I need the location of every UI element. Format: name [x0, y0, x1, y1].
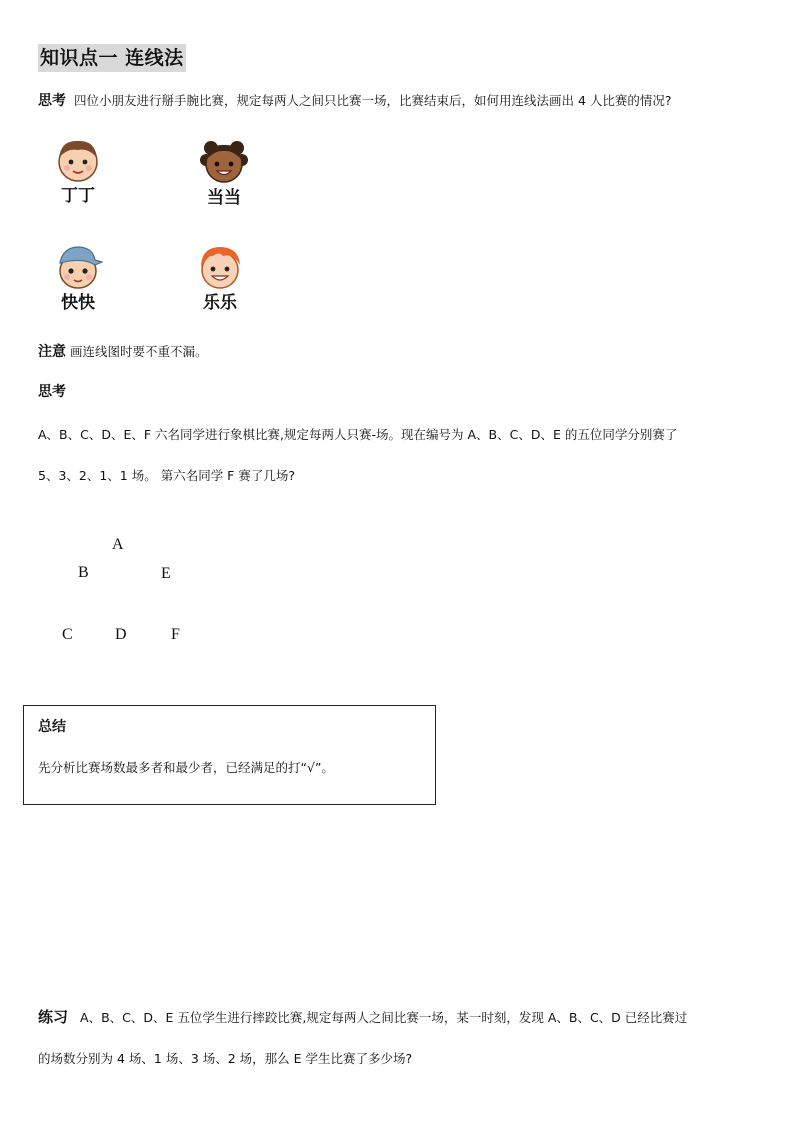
kid-dangdang: [194, 138, 254, 208]
practice-text-1: A、B、C、D、E 五位学生进行摔跤比赛,规定每两人之间比赛一场，某一时刻，发现 A、B、C、D 已经比赛过: [80, 1010, 688, 1025]
kid-kuaikuai: [48, 243, 108, 313]
kid-name: 丁丁: [61, 186, 95, 206]
practice-label: 练习: [38, 1008, 69, 1026]
point-d: D: [115, 626, 127, 643]
summary-text: 先分析比赛场数最多者和最少者，已经满足的打“√”。: [38, 760, 334, 775]
summary-box: [23, 705, 436, 805]
think-2-line-1: A、B、C、D、E、F 六名同学进行象棋比赛,规定每两人只赛-场。现在编号为 A、B、C、D、E 的五位同学分别赛了: [38, 427, 678, 442]
kid-name: 当当: [207, 188, 241, 208]
practice-line-2: 的场数分别为 4 场、1 场、3 场、2 场，那么 E 学生比赛了多少场?: [38, 1051, 413, 1066]
girl-face-icon: [199, 138, 249, 186]
practice-line-1: [38, 1008, 687, 1027]
point-e: E: [161, 565, 171, 582]
think-1-label: 思考: [38, 93, 66, 109]
kid-name: 乐乐: [203, 293, 237, 313]
note-paragraph: [38, 343, 208, 361]
point-b: B: [78, 564, 89, 581]
note-text: 画连线图时要不重不漏。: [70, 344, 208, 359]
kid-dingding: [48, 136, 108, 206]
section-heading: 知识点一 连线法: [38, 44, 186, 72]
note-label: 注意: [38, 344, 66, 360]
kid-lele: [190, 243, 250, 313]
point-f: F: [171, 626, 180, 643]
think-1-text: 四位小朋友进行掰手腕比赛，规定每两人之间只比赛一场，比赛结束后，如何用连线法画出 4 人比赛的情况?: [74, 93, 672, 108]
boy-face-icon: [53, 136, 103, 184]
redhead-face-icon: [195, 243, 245, 291]
think-2-label: 思考: [38, 384, 66, 400]
point-a: A: [112, 536, 124, 553]
summary-label: 总结: [38, 719, 66, 735]
kid-name: 快快: [61, 293, 95, 313]
boy-cap-face-icon: [53, 243, 103, 291]
point-c: C: [62, 626, 73, 643]
think-1-paragraph: [38, 92, 672, 110]
think-2-line-2: 5、3、2、1、1 场。 第六名同学 F 赛了几场?: [38, 468, 295, 483]
